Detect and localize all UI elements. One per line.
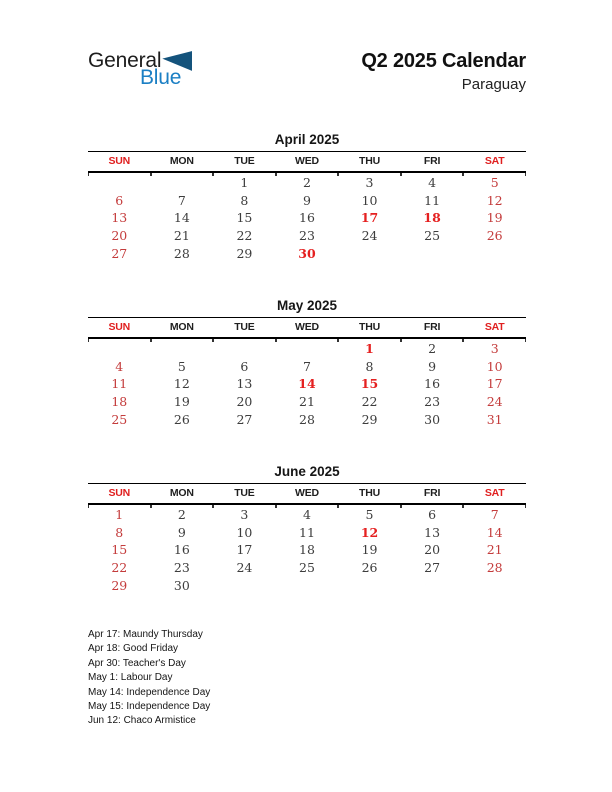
page-subtitle: Paraguay xyxy=(461,76,526,93)
day-header-wed: WED xyxy=(276,152,339,172)
date-cell: 22 xyxy=(361,394,378,410)
week-row xyxy=(88,410,526,428)
month-april xyxy=(88,132,526,262)
date-cell: 6 xyxy=(401,504,464,524)
day-header-thu: THU xyxy=(338,152,401,172)
week-row xyxy=(88,172,526,192)
date-cell: 6 xyxy=(240,358,249,374)
date-cell: 8 xyxy=(365,358,374,374)
day-header-fri: FRI xyxy=(401,152,464,172)
date-cell: 21 xyxy=(486,542,503,558)
date-cell: 3 xyxy=(338,172,401,192)
date-cell: 15 xyxy=(111,542,128,558)
empty-cell xyxy=(213,576,276,594)
page-title: Q2 2025 Calendar xyxy=(361,50,526,72)
date-cell: 22 xyxy=(236,228,253,244)
date-cell: 17 xyxy=(236,542,253,558)
month-title: June 2025 xyxy=(88,464,526,484)
date-cell: 12 xyxy=(173,376,190,392)
empty-cell xyxy=(401,244,464,262)
date-cell: 9 xyxy=(428,358,437,374)
date-cell: 10 xyxy=(236,524,253,540)
date-cell: 9 xyxy=(177,524,186,540)
date-cell: 28 xyxy=(486,560,503,576)
day-header-sat: SAT xyxy=(463,484,526,504)
date-cell: 27 xyxy=(236,411,253,427)
date-cell: 12 xyxy=(486,192,503,208)
date-cell: 30 xyxy=(298,245,316,261)
logo-text-blue: Blue xyxy=(140,66,182,89)
date-cell: 9 xyxy=(302,192,311,208)
date-cell: 13 xyxy=(424,524,441,540)
date-cell: 17 xyxy=(360,210,379,226)
general-blue-logo xyxy=(88,50,192,88)
week-row xyxy=(88,576,526,594)
month-title: April 2025 xyxy=(88,132,526,152)
title-block xyxy=(361,50,526,93)
holiday-note: May 14: Independence Day xyxy=(88,686,211,698)
date-cell: 10 xyxy=(486,358,503,374)
holiday-note: May 1: Labour Day xyxy=(88,672,173,684)
date-cell: 8 xyxy=(115,524,124,540)
day-header-mon: MON xyxy=(151,318,214,338)
date-cell: 2 xyxy=(276,172,339,192)
week-row xyxy=(88,192,526,210)
date-cell: 2 xyxy=(401,338,464,358)
day-header-sun: SUN xyxy=(88,484,151,504)
day-header-wed: WED xyxy=(276,484,339,504)
week-row xyxy=(88,541,526,559)
date-cell: 10 xyxy=(361,192,378,208)
date-cell: 19 xyxy=(361,542,378,558)
date-cell: 4 xyxy=(401,172,464,192)
date-cell: 29 xyxy=(236,245,253,261)
month-grid xyxy=(88,484,526,594)
empty-cell xyxy=(276,338,339,358)
date-cell: 14 xyxy=(298,376,316,392)
day-header-thu: THU xyxy=(338,318,401,338)
date-cell: 1 xyxy=(338,338,401,358)
date-cell: 4 xyxy=(115,358,124,374)
date-cell: 22 xyxy=(111,560,128,576)
week-row xyxy=(88,559,526,577)
date-cell: 16 xyxy=(424,376,441,392)
day-header-wed: WED xyxy=(276,318,339,338)
week-row xyxy=(88,524,526,542)
date-cell: 4 xyxy=(276,504,339,524)
date-cell: 15 xyxy=(236,210,253,226)
day-header-sun: SUN xyxy=(88,318,151,338)
date-cell: 12 xyxy=(360,524,379,540)
week-row xyxy=(88,375,526,393)
date-cell: 25 xyxy=(299,560,315,576)
date-cell: 27 xyxy=(424,560,441,576)
date-cell: 3 xyxy=(213,504,276,524)
day-header-tue: TUE xyxy=(213,318,276,338)
date-cell: 11 xyxy=(299,524,315,540)
date-cell: 2 xyxy=(151,504,214,524)
week-row xyxy=(88,227,526,245)
day-header-tue: TUE xyxy=(213,484,276,504)
date-cell: 1 xyxy=(88,504,151,524)
day-header-sat: SAT xyxy=(463,318,526,338)
date-cell: 24 xyxy=(486,394,503,410)
date-cell: 5 xyxy=(338,504,401,524)
empty-cell xyxy=(151,338,214,358)
holiday-note: Apr 30: Teacher's Day xyxy=(88,657,186,669)
date-cell: 7 xyxy=(463,504,526,524)
date-cell: 31 xyxy=(486,411,503,427)
date-cell: 20 xyxy=(236,394,253,410)
day-header-sun: SUN xyxy=(88,152,151,172)
date-cell: 11 xyxy=(111,376,128,392)
date-cell: 21 xyxy=(299,394,315,410)
date-cell: 5 xyxy=(177,358,186,374)
date-cell: 15 xyxy=(360,376,379,392)
date-cell: 29 xyxy=(361,411,378,427)
date-cell: 27 xyxy=(111,245,128,261)
date-cell: 28 xyxy=(299,411,315,427)
date-cell: 5 xyxy=(463,172,526,192)
date-cell: 14 xyxy=(486,524,503,540)
month-june xyxy=(88,464,526,594)
empty-cell xyxy=(463,244,526,262)
day-header-mon: MON xyxy=(151,484,214,504)
holiday-note: Apr 18: Good Friday xyxy=(88,643,179,655)
date-cell: 7 xyxy=(302,358,311,374)
empty-cell xyxy=(276,576,339,594)
date-cell: 20 xyxy=(111,228,128,244)
empty-cell xyxy=(88,338,151,358)
month-grid xyxy=(88,318,526,428)
date-cell: 25 xyxy=(424,228,441,244)
date-cell: 21 xyxy=(173,228,190,244)
date-cell: 23 xyxy=(173,560,190,576)
page-header xyxy=(88,50,526,106)
date-cell: 7 xyxy=(177,192,186,208)
date-cell: 16 xyxy=(173,542,190,558)
date-cell: 24 xyxy=(236,560,253,576)
date-cell: 25 xyxy=(111,411,128,427)
empty-cell xyxy=(151,172,214,192)
date-cell: 17 xyxy=(486,376,503,392)
date-cell: 23 xyxy=(424,394,441,410)
logo-text-general: General xyxy=(88,49,162,72)
date-cell: 13 xyxy=(236,376,253,392)
date-cell: 30 xyxy=(173,577,190,593)
day-header-tue: TUE xyxy=(213,152,276,172)
date-cell: 26 xyxy=(486,228,503,244)
date-cell: 20 xyxy=(424,542,441,558)
day-header-sat: SAT xyxy=(463,152,526,172)
date-cell: 19 xyxy=(486,210,503,226)
day-header-thu: THU xyxy=(338,484,401,504)
empty-cell xyxy=(401,576,464,594)
empty-cell xyxy=(213,338,276,358)
week-row xyxy=(88,358,526,376)
date-cell: 6 xyxy=(115,192,124,208)
day-header-fri: FRI xyxy=(401,318,464,338)
date-cell: 1 xyxy=(213,172,276,192)
holiday-note: Jun 12: Chaco Armistice xyxy=(88,715,196,727)
holiday-legend xyxy=(88,628,526,729)
week-row xyxy=(88,504,526,524)
date-cell: 24 xyxy=(361,228,378,244)
date-cell: 26 xyxy=(361,560,378,576)
date-cell: 14 xyxy=(173,210,190,226)
empty-cell xyxy=(338,576,401,594)
day-header-mon: MON xyxy=(151,152,214,172)
date-cell: 18 xyxy=(423,210,441,226)
empty-cell xyxy=(338,244,401,262)
week-row xyxy=(88,393,526,411)
holiday-note: Apr 17: Maundy Thursday xyxy=(88,628,203,640)
date-cell: 28 xyxy=(173,245,190,261)
date-cell: 23 xyxy=(299,228,315,244)
week-row xyxy=(88,209,526,227)
date-cell: 13 xyxy=(111,210,128,226)
date-cell: 18 xyxy=(299,542,315,558)
week-row xyxy=(88,244,526,262)
date-cell: 18 xyxy=(111,394,128,410)
empty-cell xyxy=(88,172,151,192)
month-may xyxy=(88,298,526,428)
holiday-note: May 15: Independence Day xyxy=(88,700,211,712)
week-row xyxy=(88,338,526,358)
months-container xyxy=(88,132,526,594)
day-header-fri: FRI xyxy=(401,484,464,504)
month-grid xyxy=(88,152,526,262)
date-cell: 16 xyxy=(299,210,315,226)
date-cell: 11 xyxy=(424,192,441,208)
month-title: May 2025 xyxy=(88,298,526,318)
date-cell: 30 xyxy=(424,411,441,427)
date-cell: 3 xyxy=(463,338,526,358)
empty-cell xyxy=(463,576,526,594)
date-cell: 19 xyxy=(173,394,190,410)
date-cell: 29 xyxy=(111,577,128,593)
date-cell: 26 xyxy=(173,411,190,427)
date-cell: 8 xyxy=(240,192,249,208)
